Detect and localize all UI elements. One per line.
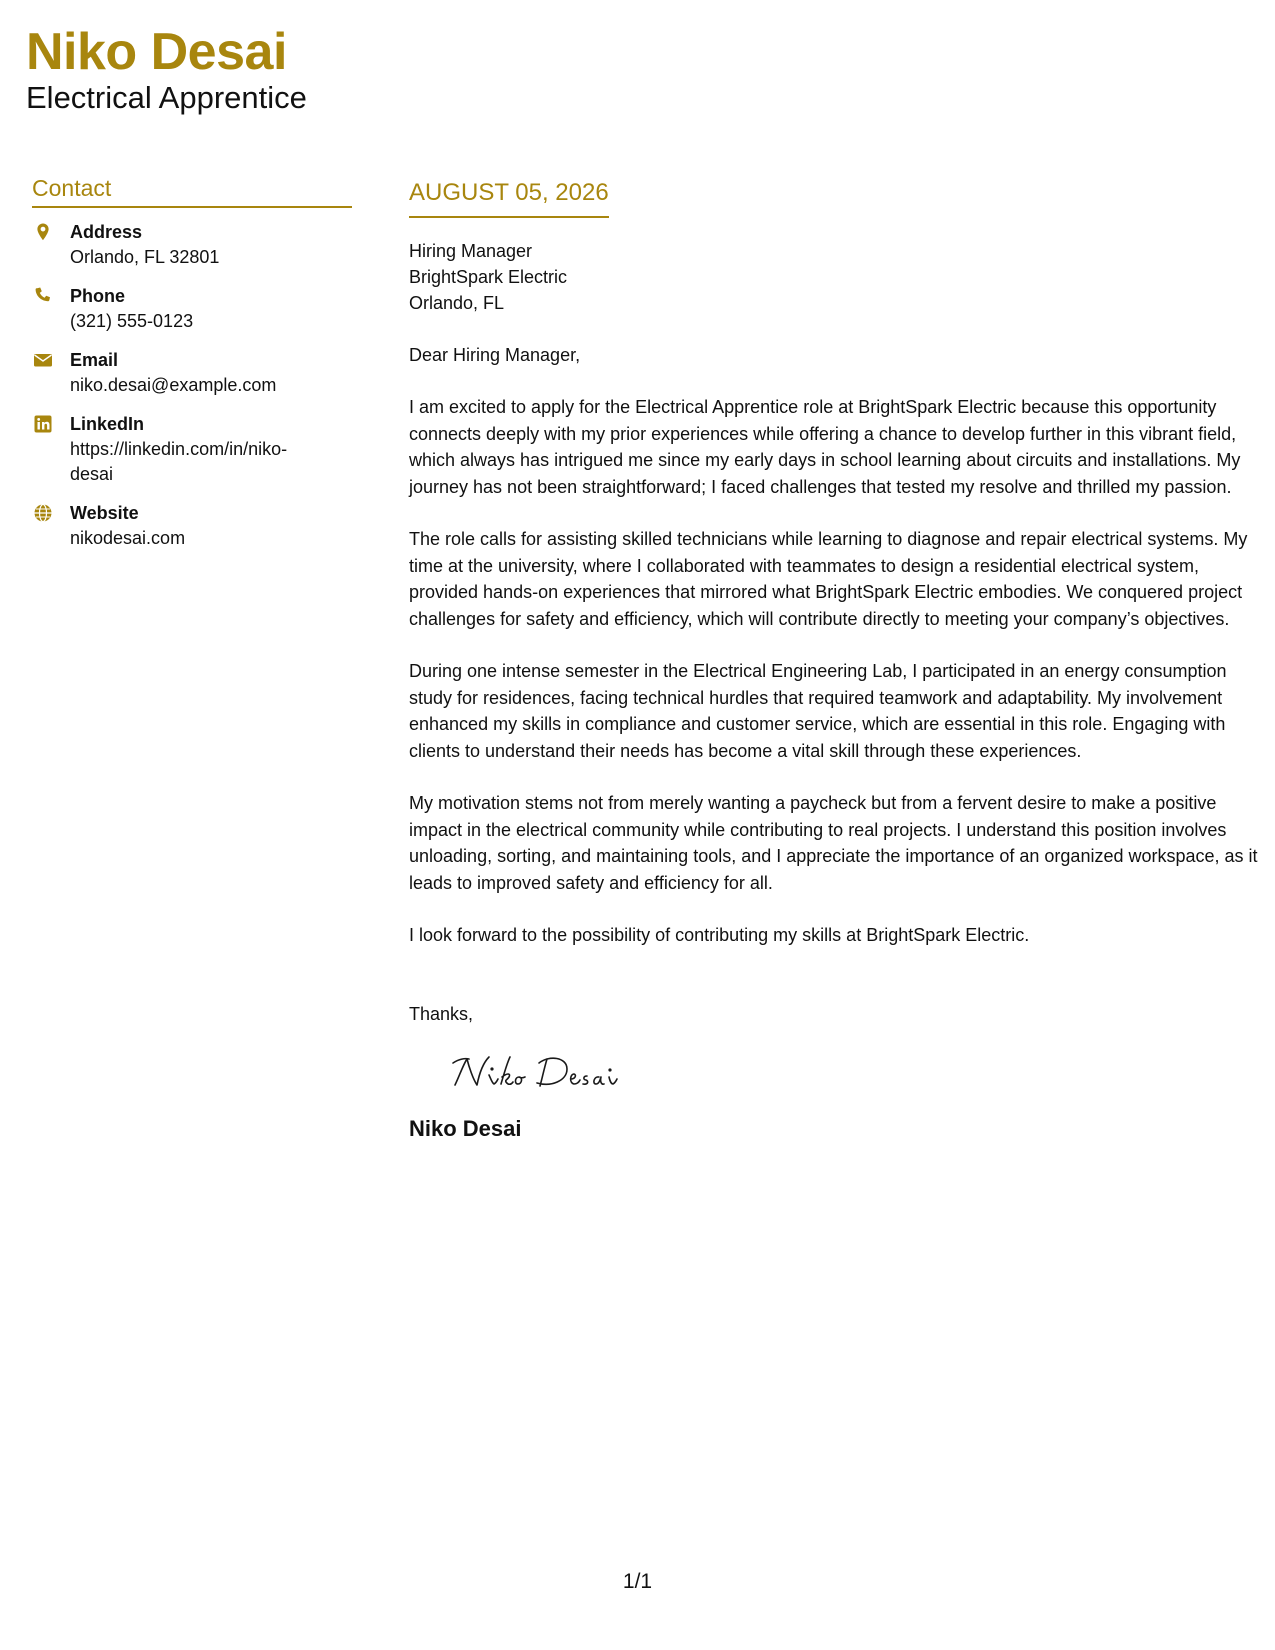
email-value[interactable]: niko.desai@example.com xyxy=(70,375,277,395)
letter-paragraph: I look forward to the possibility of contributing my skills at BrightSpark Electric. xyxy=(409,925,1030,945)
linkedin-label: LinkedIn xyxy=(70,414,145,434)
handwritten-signature xyxy=(449,1049,649,1097)
linkedin-value[interactable]: https://linkedin.com/in/niko-desai xyxy=(70,439,288,484)
page-number: 1/1 xyxy=(622,1570,653,1593)
letter-paragraph: My motivation stems not from merely wanting a paycheck but from a fervent desire to make a positive impact in the electrical community while contributing to real projects. I understand this position involves unloading, sorting, and maintaining tools, and I appreciate the importance of an organized workspace, as it leads to improved safety and efficiency for all. xyxy=(409,793,1258,893)
phone-value: (321) 555-0123 xyxy=(70,311,194,331)
phone-label: Phone xyxy=(70,286,126,306)
contact-item-address xyxy=(32,220,352,270)
recipient-line: BrightSpark Electric xyxy=(409,267,568,287)
closing: Thanks, xyxy=(409,1003,474,1024)
phone-icon xyxy=(32,284,70,306)
letter-paragraph: I am excited to apply for the Electrical Apprentice role at BrightSpark Electric because this opportunity connects deeply with my prior experiences while offering a chance to develop further in this vibrant field, which always has intrigued me since my early days in school learning about circuits and installations. My journey has not been straightforward; I faced challenges that tested my resolve and thrilled my passion. xyxy=(409,397,1241,497)
globe-icon xyxy=(32,501,70,523)
contact-sidebar xyxy=(32,175,352,565)
signer-name: Niko Desai xyxy=(409,1115,522,1141)
page-header xyxy=(26,22,307,116)
recipient-line: Orlando, FL xyxy=(409,293,505,313)
contact-item-phone xyxy=(32,284,352,334)
linkedin-icon xyxy=(32,412,70,434)
contact-item-linkedin xyxy=(32,412,352,487)
letter-paragraph: During one intense semester in the Electrical Engineering Lab, I participated in an energy consumption study for residences, facing technical hurdles that required teamwork and adaptability. My involvement enhanced my skills in compliance and customer service, which are essential in this role. Engaging with clients to understand their needs has become a vital skill through these experiences. xyxy=(409,661,1227,761)
applicant-name: Niko Desai xyxy=(26,23,287,81)
contact-item-website xyxy=(32,501,352,551)
contact-item-email xyxy=(32,348,352,398)
letter-date: AUGUST 05, 2026 xyxy=(409,179,609,206)
address-value: Orlando, FL 32801 xyxy=(70,247,220,267)
recipient-line: Hiring Manager xyxy=(409,241,533,261)
website-label: Website xyxy=(70,503,139,523)
email-label: Email xyxy=(70,350,119,370)
job-title: Electrical Apprentice xyxy=(26,80,307,115)
recipient-block xyxy=(409,238,1259,316)
website-value[interactable]: nikodesai.com xyxy=(70,528,186,548)
address-label: Address xyxy=(70,222,143,242)
salutation: Dear Hiring Manager, xyxy=(409,345,581,365)
envelope-icon xyxy=(32,348,70,370)
contact-heading: Contact xyxy=(32,175,352,208)
letter-paragraph: The role calls for assisting skilled technicians while learning to diagnose and repair electrical systems. My time at the university, where I collaborated with teammates to design a residential electrical system, provided hands-on experiences that mirrored what BrightSpark Electric embodies. We conquered project challenges for safety and efficiency, which will contribute directly to meeting your company’s objectives. xyxy=(409,529,1248,629)
letter-body xyxy=(409,178,1259,1143)
map-pin-icon xyxy=(32,220,70,242)
date-block xyxy=(409,178,609,218)
